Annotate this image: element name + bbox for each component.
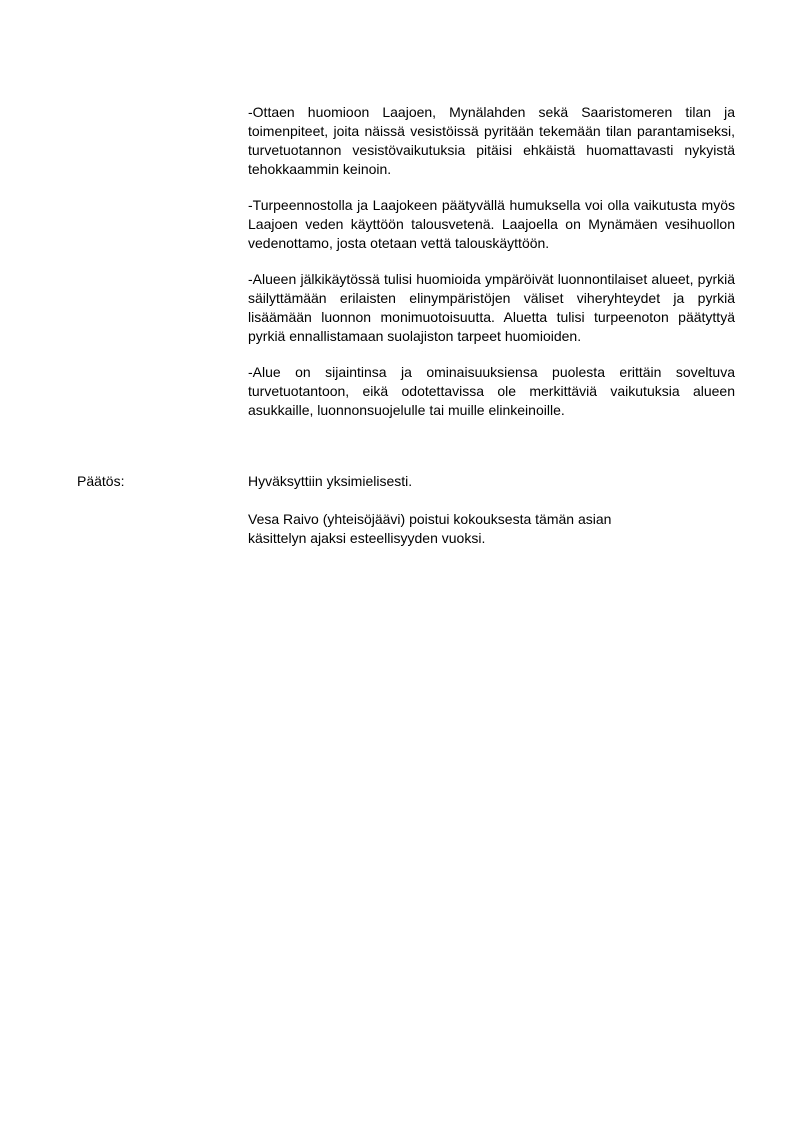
statement-paragraphs bbox=[248, 103, 735, 437]
decision-text: Hyväksyttiin yksimielisesti. bbox=[248, 473, 413, 489]
paragraph-suitability: -Alue on sijaintinsa ja ominaisuuksiensa puolesta erittäin soveltuva turvetuotantoon, eikä odotettavissa ole merkittäviä vaikutuksia alueen asukkaille, luonnonsuojelulle tai muille elinkeinoille. bbox=[248, 364, 735, 418]
paragraph-after-use: -Alueen jälkikäytössä tulisi huomioida ympäröivät luonnontilaiset alueet, pyrkiä säilyttämään erilaisten elinympäristöjen väliset viheryhteydet ja pyrkiä lisäämään luonnon monimuotoisuutta. Aluetta tulisi turpeenoton päätyttyä pyrkiä ennallistamaan suolajiston tarpeet huomioiden. bbox=[248, 271, 735, 344]
recusal-note: Vesa Raivo (yhteisöjäävi) poistui kokouksesta tämän asian käsittelyn ajaksi esteellisyyden vuoksi. bbox=[248, 511, 612, 546]
decision-label: Päätös: bbox=[77, 473, 125, 489]
paragraph-drinking-water: -Turpeennostolla ja Laajokeen päätyvällä humuksella voi olla vaikutusta myös Laajoen veden käyttöön talousvetenä. Laajoella on Mynämäen vesihuollon vedenottamo, josta otetaan vettä talouskäyttöön. bbox=[248, 197, 735, 251]
paragraph-water-impacts: -Ottaen huomioon Laajoen, Mynälahden sekä Saaristomeren tilan ja toimenpiteet, joita näissä vesistöissä pyritään tekemään tilan parantamiseksi, turvetuotannon vesistövaikutuksia pitäisi ehkäistä huomattavasti nykyistä tehokkaammin keinoin. bbox=[248, 104, 735, 177]
